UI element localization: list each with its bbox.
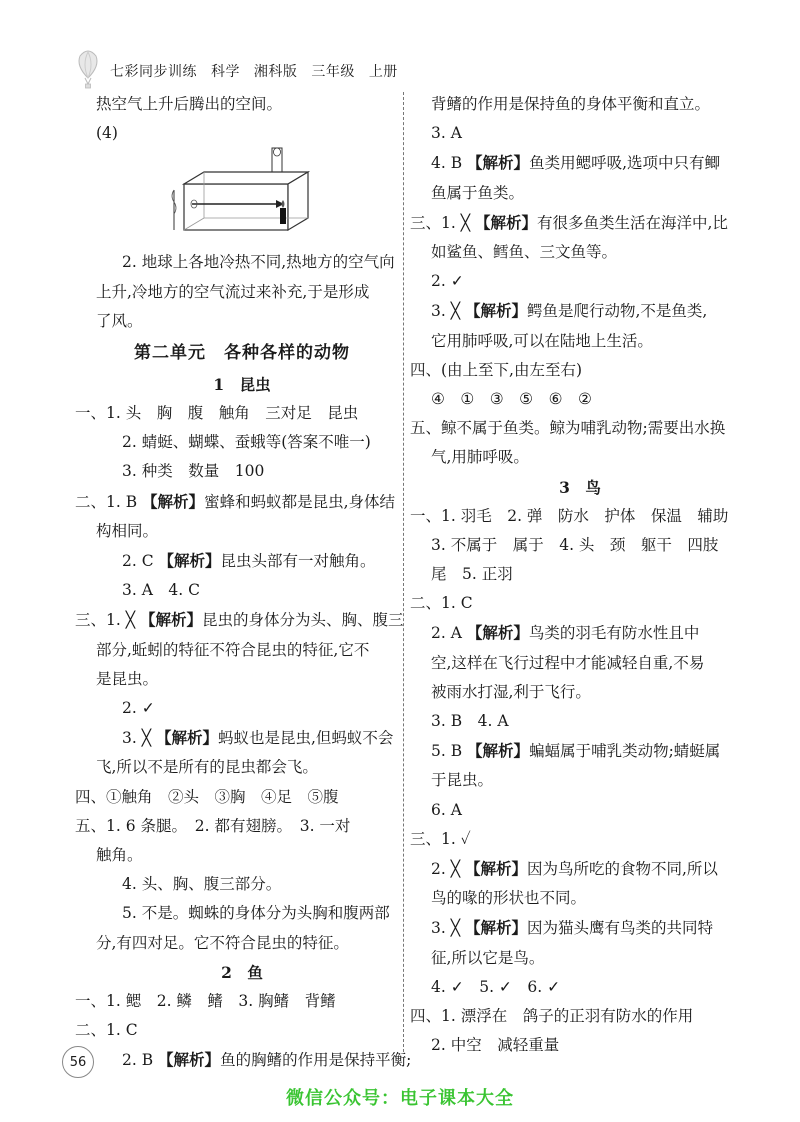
balloon-logo-icon <box>68 48 112 92</box>
answer-line: 3. A <box>431 124 462 143</box>
answer-line: 被雨水打湿,利于飞行。 <box>431 682 591 701</box>
answer-line: 征,所以它是鸟。 <box>431 948 545 967</box>
answer-line: 二、1. C <box>75 1021 138 1040</box>
answer-line: 二、1. B 【解析】蜜蜂和蚂蚁都是昆虫,身体结 <box>75 491 395 511</box>
answer-line: 热空气上升后腾出的空间。 <box>96 95 283 113</box>
watermark-text: 微信公众号：电子课本大全 <box>286 1088 514 1109</box>
answer-line: 3. B 4. A <box>431 712 509 731</box>
answer-line: 2. 蜻蜓、蝴蝶、蚕蛾等(答案不唯一) <box>122 433 371 452</box>
answer-line: 气,用肺呼吸。 <box>431 448 529 467</box>
answer-line: 它用肺呼吸,可以在陆地上生活。 <box>431 331 653 350</box>
answer-line: 了风。 <box>96 311 143 330</box>
answer-line: 三、1. ╳ 【解析】有很多鱼类生活在海洋中,比 <box>410 212 728 232</box>
answer-line: 部分,蚯蚓的特征不符合昆虫的特征,它不 <box>96 640 370 659</box>
answer-line: 2. 中空 减轻重量 <box>431 1036 560 1055</box>
header-grade: 三年级 <box>311 64 355 80</box>
header-volume: 上册 <box>368 64 398 80</box>
header-text <box>110 61 407 81</box>
answer-line: 五、1. 6 条腿。 2. 都有翅膀。 3. 一对 <box>75 816 351 835</box>
answer-line: 3. ╳ 【解析】因为猫头鹰有鸟类的共同特 <box>431 918 714 938</box>
section-title-birds: 3 鸟 <box>559 477 601 497</box>
answer-line: 分,有四对足。它不符合昆虫的特征。 <box>96 933 349 952</box>
answer-line: 触角。 <box>96 846 143 865</box>
answer-line: ④ ① ③ ⑤ ⑥ ② <box>431 390 592 409</box>
answer-line: 鸟的喙的形状也不同。 <box>431 889 587 908</box>
analysis-tag: 【解析】 <box>474 212 537 232</box>
analysis-tag: 【解析】 <box>467 741 530 761</box>
answer-line: 3. 不属于 属于 4. 头 颈 躯干 四肢 <box>431 535 719 554</box>
answer-line: 上升,冷地方的空气流过来补充,于是形成 <box>96 282 370 301</box>
header-subject: 科学 <box>210 64 240 80</box>
answer-line: 飞,所以不是所有的昆虫都会飞。 <box>96 758 318 777</box>
answer-line: 2. A 【解析】鸟类的羽毛有防水性且中 <box>431 623 700 643</box>
answer-line: 尾 5. 正羽 <box>431 565 513 584</box>
answer-line: 一、1. 头 胸 腹 触角 三对足 昆虫 <box>75 404 359 423</box>
analysis-tag: 【解析】 <box>464 301 527 321</box>
answer-line: 6. A <box>431 800 462 819</box>
answer-line: 2. ╳ 【解析】因为鸟所吃的食物不同,所以 <box>431 859 718 879</box>
answer-line: 鱼属于鱼类。 <box>431 183 525 202</box>
answer-line: 四、①触角 ②头 ③胸 ④足 ⑤腹 <box>75 787 339 806</box>
analysis-tag: 【解析】 <box>139 610 202 630</box>
column-divider <box>403 92 404 1052</box>
running-header <box>74 56 407 86</box>
analysis-tag: 【解析】 <box>155 728 218 748</box>
answer-line: 3. A 4. C <box>122 581 200 600</box>
page-number: 56 <box>62 1046 94 1078</box>
unit-title: 第二单元 各种各样的动物 <box>134 343 350 364</box>
convection-box-diagram <box>156 146 376 238</box>
analysis-tag: 【解析】 <box>467 153 530 173</box>
answer-line: 一、1. 羽毛 2. 弹 防水 护体 保温 辅助 <box>410 506 729 525</box>
analysis-tag: 【解析】 <box>464 859 527 879</box>
section-title-fish: 2 鱼 <box>221 962 263 982</box>
answer-line: 3. 种类 数量 100 <box>122 462 265 481</box>
answer-line: (4) <box>96 124 118 143</box>
answer-line: 2. B 【解析】鱼的胸鳍的作用是保持平衡; <box>122 1050 412 1070</box>
analysis-tag: 【解析】 <box>464 918 527 938</box>
answer-line: 2. C 【解析】昆虫头部有一对触角。 <box>122 551 376 571</box>
answer-line: 于昆虫。 <box>431 771 494 790</box>
answer-line: 4. 头、胸、腹三部分。 <box>122 875 282 894</box>
analysis-tag: 【解析】 <box>142 491 205 511</box>
answer-line: 背鳍的作用是保持鱼的身体平衡和直立。 <box>431 95 711 113</box>
analysis-tag: 【解析】 <box>158 551 221 571</box>
answer-line: 5. B 【解析】蝙蝠属于哺乳类动物;蜻蜓属 <box>431 741 721 761</box>
right-column <box>410 90 729 1061</box>
answer-line: 四、(由上至下,由左至右) <box>410 360 583 379</box>
answer-line: 三、1. ✓ <box>410 829 471 848</box>
answer-line: 2. ✓ <box>122 699 155 718</box>
answer-line: 四、1. 漂浮在 鸽子的正羽有防水的作用 <box>410 1007 694 1026</box>
header-series: 七彩同步训练 <box>110 64 197 80</box>
answer-line: 2. ✓ <box>431 272 464 291</box>
answer-line: 5. 不是。蜘蛛的身体分为头胸和腹两部 <box>122 904 390 923</box>
answer-line: 3. ╳ 【解析】鳄鱼是爬行动物,不是鱼类, <box>431 301 708 321</box>
answer-line: 是昆虫。 <box>96 669 159 688</box>
answer-line: 二、1. C <box>410 594 473 613</box>
analysis-tag: 【解析】 <box>158 1050 221 1070</box>
answer-line: 4. ✓ 5. ✓ 6. ✓ <box>431 977 561 996</box>
answer-line: 构相同。 <box>96 521 159 540</box>
answer-line: 如鲨鱼、鳕鱼、三文鱼等。 <box>431 243 618 262</box>
answer-line: 五、鲸不属于鱼类。鲸为哺乳动物;需要出水换 <box>410 419 726 438</box>
answer-line: 三、1. ╳ 【解析】昆虫的身体分为头、胸、腹三 <box>75 610 404 630</box>
answer-line: 空,这样在飞行过程中才能减轻自重,不易 <box>431 653 705 672</box>
answer-line: 4. B 【解析】鱼类用鳃呼吸,选项中只有鲫 <box>431 153 720 173</box>
answer-line: 2. 地球上各地冷热不同,热地方的空气向 <box>122 253 395 272</box>
header-edition: 湘科版 <box>253 64 298 80</box>
analysis-tag: 【解析】 <box>466 623 529 643</box>
section-title-insects: 1 昆虫 <box>213 375 271 395</box>
answer-line: 一、1. 鳃 2. 鳞 鳍 3. 胸鳍 背鳍 <box>75 991 336 1010</box>
answer-line: 3. ╳ 【解析】蚂蚁也是昆虫,但蚂蚁不会 <box>122 728 394 748</box>
convection-box-figure <box>96 150 388 242</box>
